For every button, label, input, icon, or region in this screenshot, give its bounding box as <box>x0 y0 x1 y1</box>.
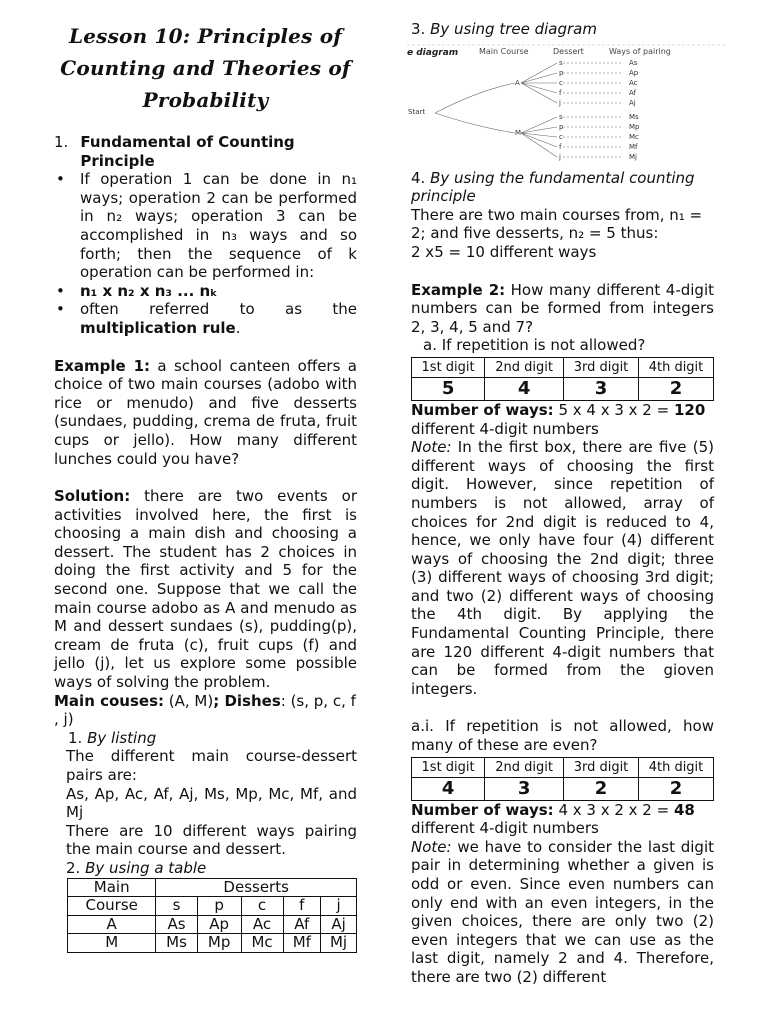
method-4-number: 4. <box>411 168 431 187</box>
method-2-title: By using a table <box>85 858 207 877</box>
digit-header: 3rd digit <box>564 357 639 377</box>
tree-pair: Aj <box>629 98 636 107</box>
tree-dessert: f <box>559 88 562 97</box>
method-4-title: By using the fundamental counting principle <box>411 168 695 206</box>
tree-dessert: s <box>559 58 563 67</box>
tree-pair: Af <box>629 88 637 97</box>
tree-header-ways: Ways of pairing <box>609 46 671 56</box>
tree-main-a: A <box>515 78 520 87</box>
table-cell: Ms <box>156 934 197 953</box>
tree-pair: Ms <box>629 112 639 121</box>
digit-value: 2 <box>639 777 714 800</box>
tree-dessert: j <box>559 98 561 107</box>
method-4 <box>411 169 714 206</box>
tree-dessert: j <box>559 152 561 161</box>
section-1-title: Fundamental of Counting Principle <box>80 133 295 170</box>
table-header-desserts: Desserts <box>156 878 357 897</box>
method-1-line-1: The different main course-dessert pairs are: <box>66 747 357 784</box>
counting-principle-bullets <box>54 170 357 337</box>
method-1-body <box>54 747 357 859</box>
digit-value: 2 <box>564 777 639 800</box>
tree-pair: Mp <box>629 122 640 131</box>
digit-header: 4th digit <box>639 757 714 777</box>
digit-header: 3rd digit <box>564 757 639 777</box>
bullet-definition-text: If operation 1 can be done in n₁ ways; operation 2 can be performed in n₂ ways; operation 3 can be accomplished in n₃ ways and so forth; then the sequence of k operation can be performed in: <box>80 170 357 282</box>
tree-header-main-course: Main Course <box>479 46 529 56</box>
digits-table-ai <box>411 757 714 801</box>
example-2-part-a: a. If repetition is not allowed? <box>423 336 646 355</box>
main-courses-line <box>54 692 357 729</box>
method-1-title: By listing <box>87 728 157 747</box>
tree-dessert: f <box>559 142 562 151</box>
ways-ai-result: 48 <box>673 800 695 819</box>
tree-dessert: c <box>559 132 563 141</box>
table-cell: Mc <box>241 934 283 953</box>
title-line-2: Counting and Theories of <box>60 56 351 80</box>
tree-dessert: p <box>559 122 564 131</box>
lesson-title <box>54 20 357 116</box>
ways-a-expression: 5 x 4 x 3 x 2 = <box>553 400 674 419</box>
bullet-rule-pre: often referred to as the <box>80 300 357 319</box>
tree-start-label: Start <box>408 107 426 116</box>
bullet-rule-bold: multiplication rule <box>80 318 236 337</box>
tree-dessert: s <box>559 112 563 121</box>
table-cell: Ap <box>197 915 241 934</box>
tree-pair: Mc <box>629 132 639 141</box>
dishes-label: ; Dishes <box>213 691 281 710</box>
example-2-text: How many different 4-digit numbers can be formed from integers 2, 3, 4, 5 and 7? <box>411 280 714 336</box>
section-1-heading <box>54 133 357 170</box>
solution-text: there are two events or activities involved here, the first is choosing a main dish and choosing a dessert. The student has 2 choices in doing the first activity and 5 for the second one. Suppose that we call the main course adobo as A and menudo as M and dessert sundaes (s), pudding(p), cream de fruta (c), fruit cups (f) and jello (j), let us explore some possible ways of solving the problem. <box>54 487 357 692</box>
tree-diagram <box>407 41 727 169</box>
bullet-formula <box>54 282 357 301</box>
method-2 <box>54 859 357 878</box>
note-a-paragraph <box>411 438 714 698</box>
digit-value: 5 <box>412 377 485 400</box>
table-cell: Ac <box>241 915 283 934</box>
table-cell: M <box>68 934 156 953</box>
pairing-table <box>67 878 357 953</box>
table-cell: Mp <box>197 934 241 953</box>
method-2-number: 2. <box>66 858 86 877</box>
bullet-definition <box>54 170 357 282</box>
ways-a-label: Number of ways: <box>411 400 554 419</box>
method-1-line-2: As, Ap, Ac, Af, Aj, Ms, Mp, Mc, Mf, and Mj <box>66 784 357 822</box>
table-cell: Af <box>283 915 321 934</box>
tree-pair: As <box>629 58 638 67</box>
bullet-formula-text: n₁ x n₂ x n₃ ... nₖ <box>80 281 218 300</box>
digit-header: 1st digit <box>412 357 485 377</box>
ways-a-line <box>411 401 714 420</box>
table-col-header: s <box>156 897 197 916</box>
ways-ai-label: Number of ways: <box>411 800 554 819</box>
method-1-number: 1. <box>68 728 88 747</box>
table-row <box>68 934 357 953</box>
example-1-label: Example 1: <box>54 356 151 375</box>
digits-table-a <box>411 357 714 401</box>
note-ai-text: we have to consider the last digit pair in determining whether a given is odd or even. Since even numbers can only end with an even integers, in the given choices, there are only two (2) even integers that we can use as the last digit, namely 2 and 4. Therefore, there are two (2) different <box>411 837 714 986</box>
digit-value: 4 <box>485 377 564 400</box>
main-courses-value: (A, M) <box>164 691 214 710</box>
example-2-paragraph <box>411 281 714 337</box>
digit-value: 2 <box>639 377 714 400</box>
tree-pair: Mf <box>629 142 638 151</box>
table-cell: Mj <box>321 934 357 953</box>
tree-diagram-caption: e diagram <box>407 47 459 58</box>
digit-header: 2nd digit <box>485 357 564 377</box>
tree-pair: Mj <box>629 152 637 161</box>
right-column <box>407 0 714 987</box>
tree-main-m: M <box>515 128 522 137</box>
tree-dessert: c <box>559 78 563 87</box>
method-3-number: 3. <box>411 20 431 38</box>
note-a-text: In the first box, there are five (5) different ways of choosing the first digit. However, since repetition of numbers is not allowed, array of choices for 2nd digit is reduced to 4, hence, we only have four (4) different ways of choosing the 2nd digit; three (3) different ways of choosing 3rd digit; and two (2) different ways of choosing the 4th digit. By applying the Fundamental Counting Principle, there are 120 different 4-digit numbers that can be formed from the gioven integers. <box>411 438 714 698</box>
bullet-multiplication-rule <box>54 300 357 337</box>
table-cell: Mf <box>283 934 321 953</box>
main-courses-label: Main couses: <box>54 691 164 710</box>
digit-value: 4 <box>412 777 485 800</box>
method-1-line-3: There are 10 different ways pairing the main course and dessert. <box>66 821 357 859</box>
table-col-header: p <box>197 897 241 916</box>
method-4-text-2: 2 x5 = 10 different ways <box>411 242 597 261</box>
example-2-part-ai: a.i. If repetition is not allowed, how many of these are even? <box>411 717 714 755</box>
digit-header: 2nd digit <box>485 757 564 777</box>
solution-paragraph <box>54 487 357 692</box>
example-2-label: Example 2: <box>411 280 506 299</box>
table-cell: A <box>68 915 156 934</box>
table-col-header: f <box>283 897 321 916</box>
tree-pair: Ac <box>629 78 638 87</box>
tree-pair: Ap <box>629 68 639 77</box>
table-col-header: c <box>241 897 283 916</box>
table-header-main: Main <box>68 878 156 897</box>
tree-dessert: p <box>559 68 564 77</box>
title-line-1: Lesson 10: Principles of <box>68 24 343 48</box>
title-line-3: Probability <box>142 88 269 112</box>
method-3-title: By using tree diagram <box>430 20 597 38</box>
digit-value: 3 <box>564 377 639 400</box>
section-1-number: 1. <box>54 133 69 151</box>
left-column <box>54 0 357 953</box>
method-4-text-1: There are two main courses from, n₁ = 2; and five desserts, n₂ = 5 thus: <box>411 205 703 243</box>
bullet-rule-post: . <box>235 318 241 337</box>
method-1 <box>54 729 357 748</box>
solution-label: Solution: <box>54 487 131 506</box>
ways-ai-expression: 4 x 3 x 2 x 2 = <box>553 800 674 819</box>
table-row <box>68 915 357 934</box>
ways-ai-tail: different 4-digit numbers <box>411 819 599 838</box>
note-ai-paragraph <box>411 838 714 987</box>
ways-ai-line <box>411 801 714 820</box>
tree-header-dessert: Dessert <box>553 46 584 56</box>
note-ai-label: Note: <box>411 837 452 856</box>
table-header-course: Course <box>68 897 156 916</box>
ways-a-result: 120 <box>673 400 706 419</box>
digit-value: 3 <box>485 777 564 800</box>
table-cell: As <box>156 915 197 934</box>
digit-header: 4th digit <box>639 357 714 377</box>
digit-header: 1st digit <box>412 757 485 777</box>
example-1-text: a school canteen offers a choice of two main courses (adobo with rice or menudo) and five desserts (sundaes, pudding, crema de fruta, fruit cups or jello). How many different lunches could you have? <box>54 356 357 468</box>
table-col-header: j <box>321 897 357 916</box>
method-3 <box>411 20 714 39</box>
ways-a-tail: different 4-digit numbers <box>411 419 599 438</box>
note-a-label: Note: <box>411 438 452 457</box>
table-cell: Aj <box>321 915 357 934</box>
example-1-paragraph <box>54 357 357 469</box>
dishes-value: : (s, p, c, f , j) <box>54 691 356 729</box>
